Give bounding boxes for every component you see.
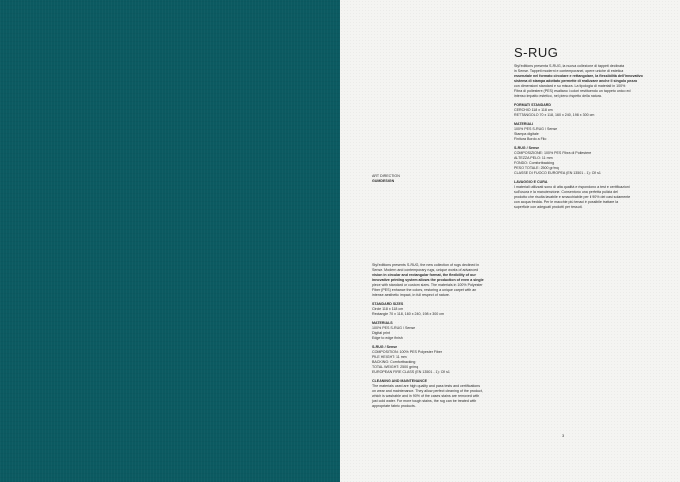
section-line: The materials used are high quality and pass tests and certifications bbox=[372, 384, 481, 388]
english-specs bbox=[372, 345, 528, 375]
english-materials bbox=[372, 321, 528, 341]
italian-intro-line: essenziale nel formato circolare e rettangolare, la flessibilità dell'innovativo bbox=[514, 74, 643, 78]
section-line: ALTEZZA PELO: 11 mm bbox=[514, 156, 553, 160]
italian-column bbox=[514, 64, 674, 214]
section-line: sull'usura e la manutenzione. Consentono una perfetta pulizia del bbox=[514, 190, 618, 194]
section-line: 100% PES S-RUG / Sense bbox=[372, 326, 416, 330]
page-title: S-RUG bbox=[514, 45, 559, 60]
italian-specs bbox=[514, 146, 674, 176]
section-line: Finitura Bordo a Filo bbox=[514, 137, 547, 141]
italian-care bbox=[514, 180, 674, 210]
section-line: 100% PES S-RUG / Sense bbox=[514, 127, 558, 131]
section-heading: STANDARD SIZES bbox=[372, 302, 404, 306]
section-heading: FORMATI STANDARD bbox=[514, 103, 551, 107]
section-heading: S-RUG / Sense bbox=[372, 345, 398, 349]
section-line: FONDO: Comfortbacking bbox=[514, 161, 555, 165]
page-number: 3 bbox=[562, 433, 565, 438]
italian-intro-line: Fibra di poliestere (PES) esaltano i colori restituendo un tappeto unico ed bbox=[514, 89, 631, 93]
section-line: just cold water. For more tough stains, the rug can be treated with bbox=[372, 399, 477, 403]
section-line: COMPOSIZIONE: 100% PES Fibra di Poliestere bbox=[514, 151, 592, 155]
section-line: superficie con adeguati prodotti per tessuti. bbox=[514, 205, 583, 209]
section-line: on wear and maintenance. They allow perfect cleaning of the product, bbox=[372, 389, 483, 393]
english-intro bbox=[372, 263, 528, 298]
section-line: EUROPEAN FIRE CLASS (EN 13501 - 1): Cfl s1 bbox=[372, 370, 450, 374]
section-line: Edge to edge finish bbox=[372, 336, 403, 340]
italian-intro-line: in Sense. Tappeti moderni e contemporanei, opere uniche di estetica bbox=[514, 69, 624, 73]
italian-intro-line: Styl'editions presenta S-RUG, la nuova collezione di tappeti declinata bbox=[514, 64, 625, 68]
section-heading: LAVAGGIO E CURA bbox=[514, 180, 548, 184]
section-line: Digital print bbox=[372, 331, 390, 335]
english-intro-line: Sense. Modern and contemporary rugs, unique works of advanced bbox=[372, 268, 479, 272]
section-line: RETTANGOLO 70 x 118, 160 x 240, 198 x 300 cm bbox=[514, 113, 595, 117]
section-line: COMPOSITION: 100% PES Polyester Fiber bbox=[372, 350, 443, 354]
italian-materials bbox=[514, 122, 674, 142]
section-line: con acqua fredda. Per le macchie più tenaci è possibile trattare la bbox=[514, 200, 619, 204]
section-heading: CLEANING AND MAINTENANCE bbox=[372, 379, 427, 383]
art-direction-credit bbox=[372, 174, 452, 184]
credit-name: GUMDESIGN bbox=[372, 179, 395, 183]
section-line: prodotto che risulta lavabile e smacchiabile per il 90% dei casi solamente bbox=[514, 195, 631, 199]
english-intro-line: vision in circular and rectangular format, the flexibility of our bbox=[372, 273, 476, 277]
section-line: which is washable and in 90% of the cases stains are removed with bbox=[372, 394, 480, 398]
section-line: Circle 118 x 118 cm bbox=[372, 307, 404, 311]
english-intro-line: innovative printing system allows the production of even a single bbox=[372, 278, 484, 282]
section-line: TOTAL WEIGHT: 2500 gr/mq bbox=[372, 365, 419, 369]
italian-intro-line: intenso impatto estetico, nel pieno rispetto della natura. bbox=[514, 94, 602, 98]
section-heading: MATERIALI bbox=[514, 122, 534, 126]
section-line: Stampa digitale bbox=[514, 132, 539, 136]
section-line: PESO TOTALE: 2500 gr/mq bbox=[514, 166, 559, 170]
english-intro-line: intense aesthetic impact, in full respect of nature. bbox=[372, 293, 450, 297]
english-care bbox=[372, 379, 528, 409]
english-sizes bbox=[372, 302, 528, 317]
english-intro-line: Styl'editions presents S-RUG, the new collection of rugs declined in bbox=[372, 263, 480, 267]
section-heading: S-RUG / Sense bbox=[514, 146, 540, 150]
section-line: I materiali utilizzati sono di alta qualità e rispondono a test e certificazioni bbox=[514, 185, 630, 189]
section-line: PILE HEIGHT: 11 mm bbox=[372, 355, 407, 359]
italian-formats bbox=[514, 103, 674, 118]
section-line: CERCHIO 118 x 118 cm bbox=[514, 108, 553, 112]
english-intro-line: Fiber (PES) enhance the colors, restoring a unique carpet with an bbox=[372, 288, 477, 292]
credit-label: ART DIRECTION bbox=[372, 174, 400, 178]
italian-intro bbox=[514, 64, 674, 99]
section-heading: MATERIALS bbox=[372, 321, 393, 325]
italian-intro-line: con dimensioni standard e su misura. La tipologia di materiali in 100% bbox=[514, 84, 626, 88]
section-line: BACKING: Comfortbacking bbox=[372, 360, 416, 364]
italian-intro-line: sistema di stampa adottato permette di realizzare anche il singolo pezzo bbox=[514, 79, 638, 83]
section-line: appropriate fabric products. bbox=[372, 404, 416, 408]
english-column bbox=[372, 263, 528, 413]
english-intro-line: piece with standard or custom sizes. The materials in 100% Polyester bbox=[372, 283, 483, 287]
section-line: Rectangle 70 x 118, 160 x 240, 198 x 300 cm bbox=[372, 312, 445, 316]
section-line: CLASSE DI FUOCO EUROPEA (EN 13501 - 1): Cfl s1 bbox=[514, 171, 601, 175]
